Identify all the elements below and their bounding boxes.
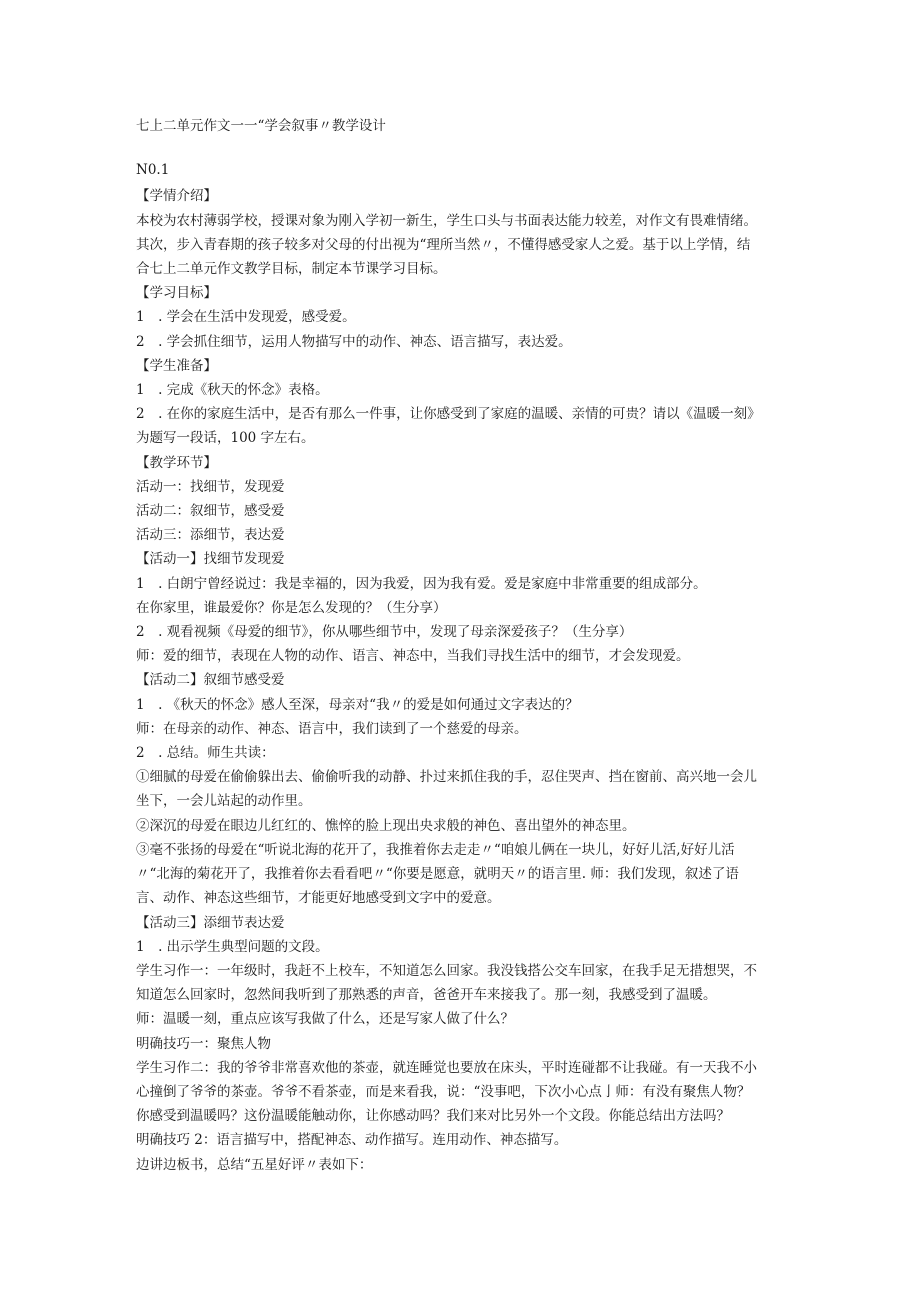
text-line: 学生习作二：我的爷爷非常喜欢他的茶壶，就连睡觉也要放在床头，平时连碰都不让我碰。有一天我不小 <box>136 1059 757 1076</box>
text-line: 你感受到温暖吗？这份温暖能触动你，让你感动吗？我们来对比另外一个文段。你能总结出方法吗？ <box>136 1108 730 1125</box>
text-line: 边讲边板书，总结“五星好评〃表如下： <box>136 1156 373 1173</box>
text-line: 【学生准备】 <box>136 357 217 374</box>
text-line: 活动二：叙细节，感受爱 <box>136 503 285 520</box>
text-line: 本校为农村薄弱学校，授课对象为刚入学初一新生，学生口头与书面表达能力较差，对作文有畏难情绪。 <box>136 212 757 229</box>
text-line: 【活动二】叙细节感受爱 <box>136 672 285 689</box>
text-line: 为题写一段话，100 字左右。 <box>136 430 315 447</box>
text-line: 【学习目标】 <box>136 285 217 302</box>
text-line: 在你家里，谁最爱你？你是怎么发现的？（生分享） <box>136 599 447 616</box>
text-line: 明确技巧一：聚焦人物 <box>136 1035 271 1052</box>
document-body <box>136 158 784 1177</box>
text-line: 【教学环节】 <box>136 454 217 471</box>
text-line: ③毫不张扬的母爱在“听说北海的花开了，我推着你去走走〃“咱娘儿俩在一块儿，好好儿活,好好儿活 <box>136 841 735 858</box>
text-line: 活动一：找细节，发现爱 <box>136 478 285 495</box>
text-line: 【学情介绍】 <box>136 188 217 205</box>
text-line: ①细腻的母爱在偷偷躲出去、偷偷听我的动静、扑过来抓住我的手，忍住哭声、挡在窗前、高兴地一会儿 <box>136 769 757 786</box>
text-line: 1 . 出示学生典型问题的文段。 <box>136 938 329 955</box>
document-page <box>136 114 784 1177</box>
text-line: 〃“北海的菊花开了，我推着你去看看吧〃“你要是愿意，就明天〃的语言里. 师：我们发现，叙述了语 <box>136 866 739 883</box>
text-line: 2 . 学会抓住细节，运用人物描写中的动作、神态、语言描写，表达爱。 <box>136 333 572 350</box>
text-line: 【活动一】找细节发现爱 <box>136 551 285 568</box>
text-line: 1 . 《秋天的怀念》感人至深，母亲对“我〃的爱是如何通过文字表达的？ <box>136 696 579 713</box>
text-line: 2 . 总结。师生共读： <box>136 745 275 762</box>
text-line: N0.1 <box>136 162 170 179</box>
text-line: 明确技巧 2：语言描写中，搭配神态、动作描写。连用动作、神态描写。 <box>136 1132 568 1149</box>
text-line: 心撞倒了爷爷的茶壶。爷爷不看茶壶，而是来看我，说：“没事吧，下次小心点亅师：有没有聚焦人物？ <box>136 1083 751 1100</box>
text-line: 学生习作一：一年级时，我赶不上校车，不知道怎么回家。我没钱搭公交车回家，在我手足无措想哭，不 <box>136 962 757 979</box>
text-line: 其次，步入青春期的孩子较多对父母的付出视为“理所当然〃，不懂得感受家人之爱。基于以上学情，结 <box>136 236 751 253</box>
text-line: 1 . 完成《秋天的怀念》表格。 <box>136 382 329 399</box>
text-line: 合七上二单元作文教学目标，制定本节课学习目标。 <box>136 261 447 278</box>
text-line: 师：爱的细节，表现在人物的动作、语言、神态中，当我们寻找生活中的细节，才会发现爱。 <box>136 648 690 665</box>
text-line: 师：在母亲的动作、神态、语言中，我们读到了一个慈爱的母亲。 <box>136 720 528 737</box>
document-title: 七上二单元作文一一“学会叙事〃教学设计 <box>136 118 386 134</box>
text-line: 言、动作、神态这些细节，才能更好地感受到文字中的爱意。 <box>136 890 501 907</box>
text-line: 2 . 在你的家庭生活中，是否有那么一件事，让你感受到了家庭的温暖、亲情的可贵？请以《温暖一刻》 <box>136 406 761 423</box>
text-line: 知道怎么回家时，忽然间我听到了那熟悉的声音，爸爸开车来接我了。那一刻，我感受到了温暖。 <box>136 987 717 1004</box>
text-line: 坐下，一会儿站起的动作里。 <box>136 793 312 810</box>
text-line: ②深沉的母爱在眼边儿红红的、憔悴的脸上现出央求般的神色、喜出望外的神态里。 <box>136 817 636 834</box>
text-line: 【活动三】添细节表达爱 <box>136 914 285 931</box>
text-line: 师：温暖一刻，重点应该写我做了什么，还是写家人做了什么？ <box>136 1011 514 1028</box>
text-line: 1 . 学会在生活中发现爱，感受爱。 <box>136 309 356 326</box>
text-line: 1 . 白朗宁曾经说过：我是幸福的，因为我爱，因为我有爱。爱是家庭中非常重要的组成部分。 <box>136 575 707 592</box>
text-line: 活动三：添细节，表达爱 <box>136 527 285 544</box>
text-line: 2 . 观看视频《母爱的细节》，你从哪些细节中，发现了母亲深爱孩子？（生分享） <box>136 624 633 641</box>
